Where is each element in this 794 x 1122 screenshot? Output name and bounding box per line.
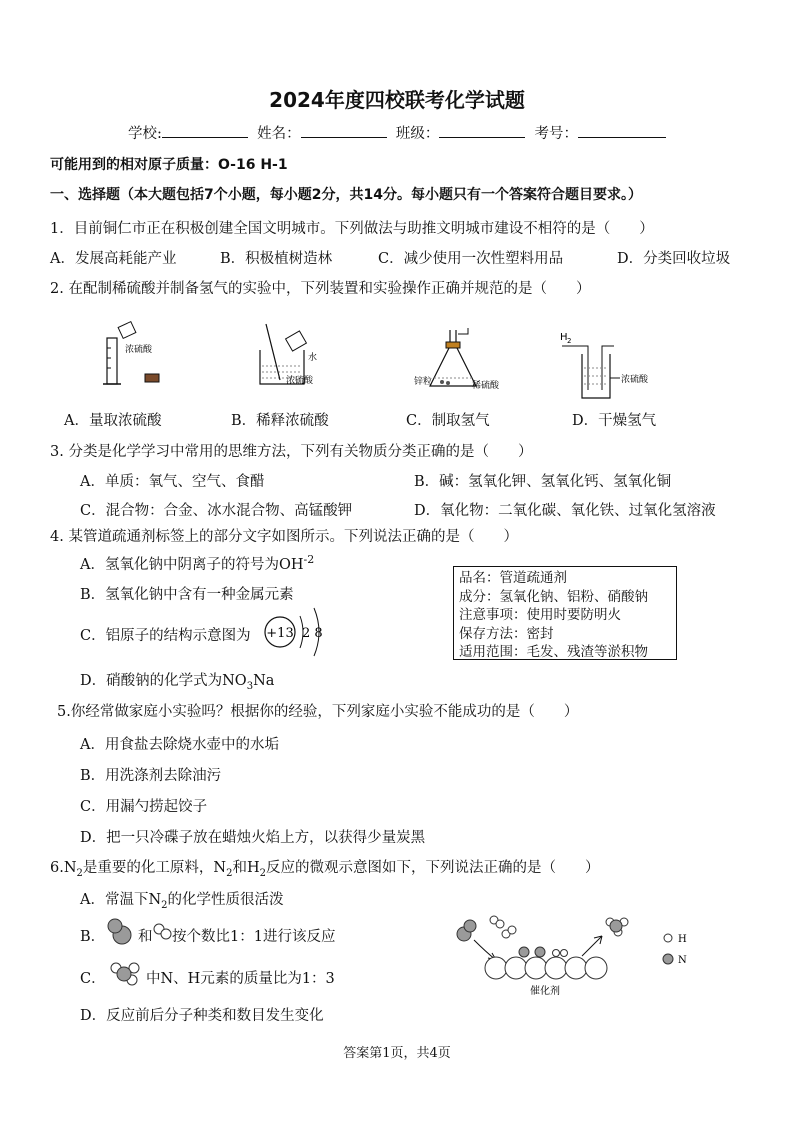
q6-option-d: D．反应前后分子种类和数目发生变化	[80, 1008, 324, 1024]
nucleus-charge: +13	[266, 626, 294, 641]
catalyst-label: 催化剂	[530, 986, 560, 997]
q5-option-c: C．用漏勺捞起饺子	[80, 799, 208, 815]
q5-option-d: D．把一只冷碟子放在蜡烛火焰上方，以获得少量炭黑	[80, 830, 426, 846]
fig-d-label-acid: 浓硫酸	[621, 375, 649, 385]
q6-option-b: B．	[80, 929, 106, 945]
q3-option-b: B．碱：氢氧化钾、氢氧化钙、氢氧化铜	[414, 474, 672, 490]
q2-option-d: D．干燥氢气	[572, 413, 657, 429]
question-3-stem: 3. 分类是化学学习中常用的思维方法，下列有关物质分类正确的是（ ）	[50, 444, 533, 460]
name-label: 姓名：	[257, 126, 301, 142]
figure-make-hydrogen	[410, 328, 510, 394]
q4-option-b: B．氢氧化钠中含有一种金属元素	[80, 587, 294, 603]
q1-option-c: C．减少使用一次性塑料用品	[378, 251, 564, 267]
atomic-mass-note: 可能用到的相对原子质量：O-16 H-1	[50, 157, 288, 173]
q3-option-c: C．混合物：合金、冰水混合物、高锰酸钾	[80, 503, 353, 519]
school-blank[interactable]	[162, 123, 248, 138]
q5-option-b: B．用洗涤剂去除油污	[80, 768, 222, 784]
question-6-stem: $6.N_2$是重要的化工原料，$N_2$和$H_2$反应的微观示意图如下，下列说法正确的是（ ）	[50, 860, 600, 879]
q1-option-b: B．积极植树造林	[220, 251, 333, 267]
q6-option-c-text: 中N、H元素的质量比为1：3	[146, 971, 335, 987]
q6-option-c: C．	[80, 971, 106, 987]
question-4-stem: 4. 某管道疏通剂标签上的部分文字如图所示。下列说法正确的是（ ）	[50, 529, 518, 545]
fig-b-label-acid: 浓硫酸	[286, 376, 314, 386]
figure-dry-hydrogen	[558, 328, 668, 400]
q4-option-c: C．铝原子的结构示意图为	[80, 628, 251, 644]
reaction-micro-diagram	[452, 912, 652, 1016]
q1-option-d: D．分类回收垃圾	[617, 251, 731, 267]
fig-a-label: 浓硫酸	[125, 345, 153, 355]
question-5-stem: 5.你经常做家庭小实验吗？根据你的经验，下列家庭小实验不能成功的是（ ）	[57, 704, 579, 720]
q2-option-c: C．制取氢气	[406, 413, 490, 429]
product-label-box	[453, 566, 677, 660]
label-line: 保存方法：密封	[459, 625, 554, 642]
q3-option-a: A．单质：氧气、空气、食醋	[80, 474, 265, 490]
label-line: 成分：氢氧化钠、铝粉、硝酸钠	[459, 588, 648, 605]
atom-legend	[662, 928, 702, 972]
question-2-stem: 2. 在配制稀硫酸并制备氢气的实验中，下列装置和实验操作正确并规范的是（ ）	[50, 281, 591, 297]
fig-c-label-acid: 稀硫酸	[472, 381, 500, 391]
fig-d-label-h: H	[560, 332, 568, 343]
school-label: 学校:	[128, 126, 162, 142]
n2-molecule-icon	[104, 916, 138, 946]
q5-option-a: A．用食盐去除烧水壶中的水垢	[80, 737, 279, 753]
figure-measure-acid	[95, 318, 175, 390]
label-line: 注意事项：使用时要防明火	[459, 607, 621, 623]
label-line: 适用范围：毛发、残渣等淤积物	[459, 644, 648, 660]
q2-option-b: B．稀释浓硫酸	[231, 413, 329, 429]
q6-option-a: A．常温下$N_2$的化学性质很活泼	[80, 892, 284, 911]
q6-option-b-text: 按个数比1：1进行该反应	[172, 929, 336, 945]
fig-c-label-zinc: 锌粒	[414, 377, 433, 387]
q4-option-a: A．氢氧化钠中阴离子的符号为$OH^{-2}$	[80, 553, 315, 573]
q2-option-a: A．量取浓硫酸	[64, 413, 162, 429]
q6-option-b-and: 和	[138, 929, 153, 945]
q1-option-a: A．发展高耗能产业	[50, 251, 177, 267]
aluminum-atom-diagram	[262, 604, 332, 660]
fig-b-label-water: 水	[308, 353, 318, 363]
page-title: 2024年度四校联考化学试题	[269, 88, 525, 112]
class-blank[interactable]	[439, 123, 525, 138]
question-1-stem: 1．目前铜仁市正在积极创建全国文明城市。下列做法与助推文明城市建设不相符的是（ ）	[50, 221, 654, 237]
section-heading: 一、选择题（本大题包括7个小题，每小题2分，共14分。每小题只有一个答案符合题目要求。）	[50, 187, 642, 203]
q3-option-d: D．氧化物：二氧化碳、氧化铁、过氧化氢溶液	[414, 503, 716, 519]
q4-option-d: D．硝酸钠的化学式为$NO_3Na$	[80, 673, 275, 692]
page-footer: 答案第1页，共4页	[343, 1046, 451, 1061]
fig-d-label-sub: 2	[567, 337, 572, 345]
exam-number-blank[interactable]	[578, 123, 666, 138]
h2-molecule-icon	[153, 922, 173, 942]
legend-n-label: N	[678, 955, 687, 966]
electron-shells: 2 8	[302, 626, 323, 641]
name-blank[interactable]	[301, 123, 387, 138]
student-info-fields	[128, 122, 666, 143]
figure-dilute-acid	[252, 322, 332, 392]
label-line: 品名：管道疏通剂	[459, 570, 567, 586]
nh3-molecule-icon	[108, 960, 148, 988]
legend-h-label: H	[678, 934, 687, 945]
exam-number-label: 考号：	[534, 126, 579, 142]
class-label: 班级：	[395, 126, 440, 142]
